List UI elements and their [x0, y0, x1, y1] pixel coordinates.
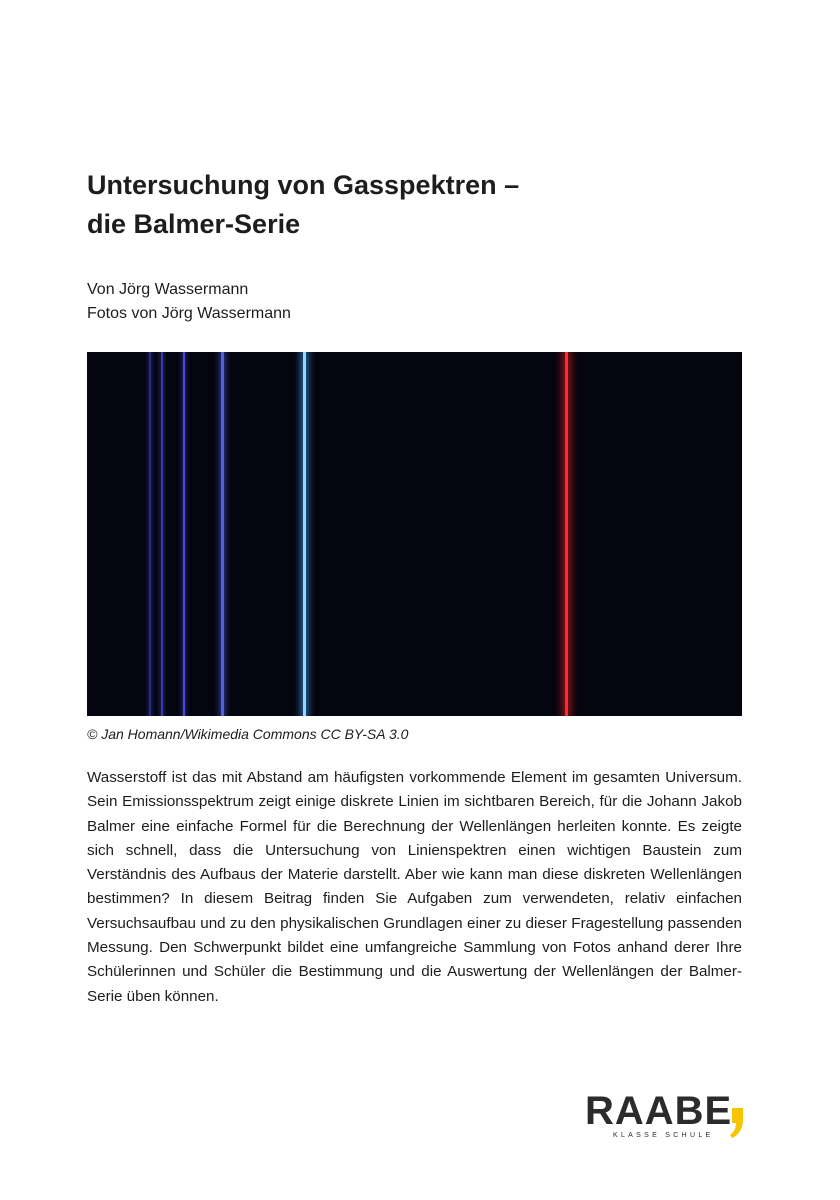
logo-comma-icon	[730, 1108, 743, 1138]
title-line-2: die Balmer-Serie	[87, 209, 301, 239]
logo-wordmark: RAABE	[585, 1089, 733, 1133]
intro-paragraph: Wasserstoff ist das mit Abstand am häufigsten vorkommende Element im gesamten Universum. Sein Emissionsspektrum zeigt einige diskrete Linien im sichtbaren Bereich, für die Johann Jakob Balmer eine einfache Formel für die Berechnung der Wellenlängen herleiten konnte. Es zeigte sich schnell, dass die Untersuchung von Linienspektren einen wichtigen Baustein zum Verständnis des Aufbaus der Materie darstellt. Aber wie kann man diese diskreten Wellenlängen bestimmen? In diesem Beitrag finden Sie Aufgaben zum verwendeten, relativ einfachen Versuchsaufbau und zu den physikalischen Grundlagen einer zu dieser Fragestellung passenden Messung. Den Schwerpunkt bildet eine umfangreiche Sammlung von Fotos anhand derer Ihre Schülerinnen und Schüler die Bestimmung und die Auswertung der Wellenlängen der Balmer-Serie üben können.	[87, 769, 742, 1005]
violet-line-2	[161, 352, 163, 716]
document-title	[87, 166, 767, 244]
image-caption: © Jan Homann/Wikimedia Commons CC BY-SA 3.0	[87, 726, 409, 742]
red-line	[565, 352, 568, 716]
raabe-logo	[585, 1088, 755, 1148]
blue-violet-line	[221, 352, 224, 716]
author-block	[87, 278, 291, 326]
hydrogen-spectrum-image	[87, 352, 742, 716]
title-line-1: Untersuchung von Gasspektren –	[87, 170, 520, 200]
cyan-line	[303, 352, 306, 716]
logo-tagline: KLASSE SCHULE	[613, 1132, 714, 1139]
violet-line-1	[149, 352, 151, 716]
violet-line-3	[183, 352, 185, 716]
author-line: Von Jörg Wassermann	[87, 281, 249, 298]
photos-credit-line: Fotos von Jörg Wassermann	[87, 305, 291, 322]
